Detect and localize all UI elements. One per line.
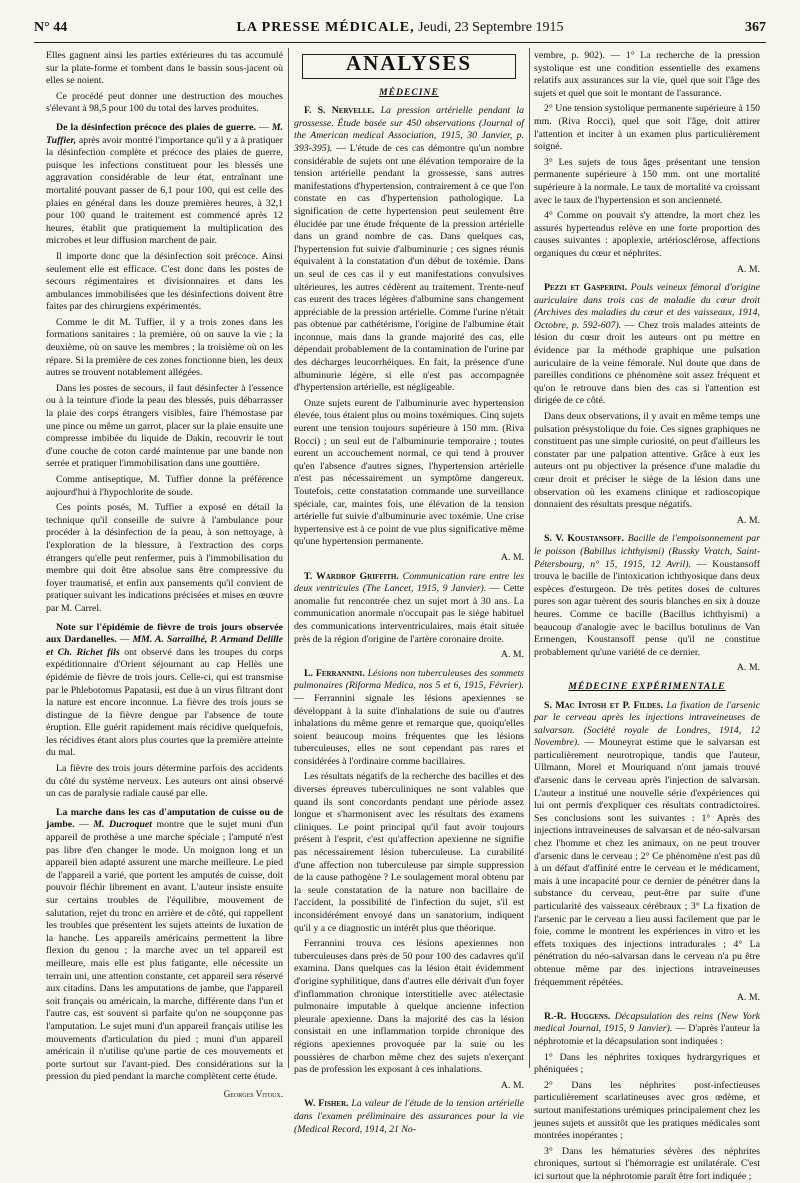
header-rule	[34, 42, 766, 43]
review-author: Pezzi et Gasperini.	[544, 282, 628, 294]
review-reference: (New York medical Journal, 1915, 9 Janvier).	[534, 1010, 760, 1035]
article-text: ont observé dans les troupes du corps expéditionnaire d'Orient séjournant au cap Hellès une épidémie de fièvre de trois jours. Celle-ci, qui est transmise par le Phlebotomus Papatasii, est due à un virus filtrant dont la nature est encore inconnue. La fièvre des trois jours se distingue de la fièvre dengue par l'absence de toute éruption. Elle guérit rapidement mais récidive quelquefois, les récidives étant alors plus courtes que la première atteinte du mal.	[46, 646, 283, 759]
section-heading: MÉDECINE	[379, 86, 439, 98]
article-author: M. Ducroquet	[93, 819, 152, 831]
review-author: T. Wardrop Griffith.	[304, 570, 399, 582]
column-middle	[294, 50, 525, 1135]
review-nervelle: F. S. Nervelle. La pression artérielle pendant la grossesse. Étude basée sur 450 observations (Journal of the American medical Association, 1915, 30 Janvier, p. 393-395). — L'étude de ces cas démontre qu'un nombre considérable de sujets ont une élévation temporaire de la tension artérielle pendant la grossesse, sans autres manifestations d'hypertension, contrairement à ce que l'on constate en cas d'hypertension pathologique. La signification de cette hypertension peut seulement être élucidée par une étude fréquente de la pression artérielle dans un grand nombre de cas. Dans quelques cas, l'hypertension fut suivie d'albuminurie ; ces signes réunis équivalent à la constatation d'un début de toxémie. Dans un seul de ces cas il y eut manifestations convulsives ultérieures, les autres cédèrent au traitement. Trente-neuf cas eurent des traces légères d'albumine sans changement appréciable de la pression artérielle. Comme l'urine n'était pas obtenue par cathétérisme, l'origine de l'albumine était inconnue, mais dans la grande majorité des cas, elle dépendait probablement de la contamination de l'urine par des décharges leucorrhéiques. En fait, la présence d'une albuminurie légère, si elle n'est pas accompagnée d'hypertension artérielle, est négligeable.	[294, 105, 524, 394]
column-left	[46, 50, 284, 1099]
review-reference: (Russky Vratch, Saint-Pétersbourg, n° 15, 1915, 12 Avril).	[534, 545, 761, 570]
article-author: M. Tuffier,	[46, 121, 284, 146]
review-author: W. Fisher.	[304, 1098, 349, 1110]
paragraph: 4° Comme on pouvait s'y attendre, la mort chez les assurés hypertendus relève en une forte proportion des causes suivantes : apoplexie, artériosclérose, affections organiques du cœur et néphrites.	[534, 210, 760, 259]
column-right	[534, 50, 761, 1182]
review-title: Décapsulation des reins	[614, 1010, 713, 1022]
review-text: Koustansoff trouva le bacille de l'intoxication ichthyosique dans deux espèces d'esturgeon. De très petites doses de cultures pures son agar tuèrent des souris blanches en six à douze heures. Comme ce bacille (Bacillus ichthyismi) a beaucoup d'analogie avec le bacillus botulinus de Van Ermengen, Koustansoff pense qu'il ne constitue probablement qu'une variété de ce dernier.	[534, 558, 760, 658]
review-title: La valeur de l'étude de la tension artérielle dans l'examen préliminaire des assurances pour la vie	[294, 1098, 524, 1122]
paragraph: Comme antiseptique, M. Tuffier donne la préférence aujourd'hui à l'hypochlorite de soude.	[46, 474, 283, 498]
paragraph: Onze sujets eurent de l'albuminurie avec hypertension élevée, tous étaient plus ou moins toxémiques. Cinq sujets eurent une tension toujours supérieure à 150 mm. (Riva Rocci) ; un seul eut de l'albuminurie temporaire ; toutes eurent un accouchement normal, ce qui tend à prouver qu'en l'absence d'autres signes, l'hypertension artérielle n'est pas nécessairement un symptôme dangereux. Toutefois, cette constatation commande une surveillance spéciale, car, maintes fois, une élévation de la tension artérielle fut suivie d'albuminurie avec toxémie. Une crise hypertensive est à ce point de vue plus significative même qu'une hypertension permanente.	[294, 397, 524, 548]
article-tuffier: De la désinfection précoce des plaies de guerre. — M. Tuffier, après avoir montré l'importance qu'il y a à pratiquer la désinfection complète et précoce des plaies de guerre, puisque les infections constituent pour les blessés une aggravation considérable de leur état, entraînant une mortalité pouvant passer de 6,1 pour 100, qui est celle des plaies en général dans les douze premières heures, à 32,1 pour 100 quand le traitement est commencé après 12 heures, établit que pratiquement la multiplication des microbes et leur diffusion marchent de pair.	[46, 121, 284, 247]
review-signature: A. M.	[500, 1079, 524, 1091]
journal-title: LA PRESSE MÉDICALE,	[236, 20, 415, 35]
paragraph: Dans les postes de secours, il faut désinfecter à l'essence ou à la teinture d'iode la peau des blessés, puis débarrasser la plaie des corps étrangers visibles, faire l'hémostase par une pince ou même un garrot, placer sur la plaie ensuite une compresse imbibée du liquide de Dakin, recouvrir le tout d'une couche de coton cardé maintenue par une bande non serrée et pratiquer l'immobilisation dans une gouttière.	[46, 382, 283, 470]
review-title: Pouls veineux fémoral d'origine auriculaire dans trois cas de maladie du cœur droit	[534, 282, 760, 306]
review-reference: (Archives des maladies du cœur et des vaisseaux, 1914, Octobre, p. 592-607).	[534, 307, 760, 331]
review-text: Mouneyrat estime que le salvarsan est particulièrement neurotropique, tandis que l'auteur, Ullmann, Morel et Mouriquand n'ont jamais trouvé d'arsenic dans le cerveau après l'injection de salvarsan. L'auteur a institué une nouvelle série d'expériences qui lui ont permis d'expliquer ces résultats contradictoires. Ses conclusions sont les suivantes : 1° Après des injections intraveineuses de salvarsan et de néo-salvarsan chez l'homme et chez les animaux, on ne peut trouver d'arsenic dans le cerveau ; 2° Ce phénomène n'est pas dû à un défaut d'affinité entre le cerveau et le médicament, mais à une incapacité pour ce dernier de pénétrer dans la substance du cerveau, peut-être par suite d'une particularité des vaisseaux cérébraux ; 3° La fixation de l'arsenic par le cerveau a lieu aussi facilement que par le foie, comme le montrent les expériences in vitro et les effets toxiques des injections intradurales ; 4° La pénétration du néo-salvarsan dans le cerveau n'a pu être obtenue même par des injections intraveineuses fréquemment répétées.	[534, 737, 760, 988]
review-reference: (The Lancet, 1915, 9 Janvier).	[362, 583, 487, 595]
article-text: montre que le sujet muni d'un appareil de prothèse a une marche spéciale ; l'amputé n'est pas libre d'en changer le mode. Un moignon long et un appareil bien adapté assurent une marche meilleure. Le pied de l'appareil a varié, que portent les amputés de cuisse, doit pouvoir fléchir librement en avant. L'auteur insiste ensuite sur certains troubles de l'équilibre, mouvement de salutation, rejet du tronc en arrière et de côté, qui rappellent les troubles que présentent les sujets atteints de luxation de la hanche. Les appareils américains permettent la libre flexion du genou ; la marche avec un tel appareil est meilleure, mais elle est plus fatigante, elle nécessite un terrain uni, une attention constante, cet appareil sera réservé aux citadins. Dans les amputations de jambe, que l'appareil soit français ou américain, la marche, différente dans l'un et l'autre cas, est souvent si parfaite qu'on ne soupçonne pas l'amputation. Le sujet muni d'un appareil français utilise les mouvements d'articulation du pied ; muni d'un appareil américain il n'utilise qu'une partie de ces mouvements et porte surtout sur l'avant-pied. Des considérations sur la pression du pied pendant la marche complètent cette étude.	[46, 819, 283, 1083]
column-divider-2	[529, 48, 530, 1068]
column-divider-1	[288, 48, 289, 1068]
page-header	[34, 20, 766, 42]
review-ferrannini: L. Ferrannini. Lésions non tuberculeuses des sommets pulmonaires (Riforma Medica, nos 5 et 6, 1915, Février). — Ferrannini signale les lésions apexiennes se développant à la suite d'inhalations de suie ou d'autres inhalations du même genre et remarque que, quoiqu'elles soient beaucoup moins fréquentes que les lésions tuberculeuses, elles ne sont cependant pas rares et considérées à l'ordinaire comme bacillaires.	[294, 667, 524, 767]
review-author: R.-R. Huggens.	[544, 1010, 611, 1022]
review-macintosh: S. Mac Intosh et P. Fildes. La fixation de l'arsenic par le cerveau après les injections intraveineuses de salvarsan. (Société royale de Londres, 1914, 12 Novembre). — Mouneyrat estime que le salvarsan est particulièrement neurotropique, tandis que l'auteur, Ullmann, Morel et Mouriquand n'ont jamais trouvé d'arsenic dans le cerveau après l'injection de salvarsan. L'auteur a institué une nouvelle série d'expériences qui lui ont permis d'expliquer ces résultats contradictoires. Ses conclusions sont les suivantes : 1° Après des injections intraveineuses de salvarsan et de néo-salvarsan chez l'homme et chez les animaux, on ne peut trouver d'arsenic dans le cerveau ; 2° Ce phénomène n'est pas dû à un défaut d'affinité entre le cerveau et le médicament, mais à une incapacité pour ce dernier de pénétrer dans la substance du cerveau, peut-être par suite d'une particularité des vaisseaux cérébraux ; 3° La fixation de l'arsenic par le cerveau a lieu aussi facilement que par le foie, comme le montrent les expériences in vitro et les effets toxiques des injections intradurales ; 4° La pénétration du néo-salvarsan dans le cerveau n'a pu être obtenue même par des injections intraveineuses fréquemment répétées.	[534, 699, 761, 988]
article-title: Note sur l'épidémie de fièvre de trois jours observée aux Dardanelles.	[46, 621, 283, 646]
review-signature: A. M.	[500, 649, 524, 661]
review-griffith: T. Wardrop Griffith. Communication rare entre les deux ventricules (The Lancet, 1915, 9 Janvier). — Cette anomalie fut rencontrée chez un sujet mort à 30 ans. La communication anormale n'occupait pas le siège habituel des communications interventriculaires, mais était située près de la région d'origine de l'artère coronaire droite.	[294, 570, 525, 645]
review-title: Bacille de l'empoisonnement par le poisson (Babillus ichthyismi)	[534, 533, 761, 557]
review-text: L'étude de ces cas démontre qu'un nombre considérable de sujets ont une élévation temporaire de la tension artérielle pendant la grossesse, sans autres manifestations d'hypertension, contrairement à ce que l'on constate en cas d'hypertension pathologique. La signification de cette hypertension peut seulement être élucidée par une étude fréquente de la pression artérielle dans un grand nombre de cas. Dans quelques cas, l'hypertension fut suivie d'albuminurie ; ces signes réunis équivalent à la constatation d'un début de toxémie. Dans un seul de ces cas il y eut manifestations convulsives ultérieures, les autres cédèrent au traitement. Trente-neuf cas eurent des traces légères d'albumine sans changement appréciable de la pression artérielle. Comme l'urine n'était pas obtenue par cathétérisme, l'origine de l'albumine était inconnue, mais dans la grande majorité des cas, elle dépendait probablement de la contamination de l'urine par des décharges leucorrhéiques. En fait, la présence d'une albuminurie légère, si elle n'est pas accompagnée d'hypertension artérielle, est négligeable.	[294, 142, 524, 394]
review-signature: A. M.	[736, 992, 760, 1004]
review-huggens: R.-R. Huggens. Décapsulation des reins (New York medical Journal, 1915, 9 Janvier). — D'après l'auteur la néphrotomie et la décapsulation sont indiquées :	[534, 1010, 760, 1047]
review-author: S. V. Koustansoff.	[544, 533, 624, 545]
issue-date: Jeudi, 23 Septembre 1915	[418, 20, 564, 35]
review-text: Ferrannini signale les lésions apexiennes se développant à la suite d'inhalations de suie ou d'autres inhalations du même genre et remarque que, quoiqu'elles soient beaucoup moins fréquentes que les lésions tuberculeuses, elles ne sont cependant pas rares et considérées à l'ordinaire comme bacillaires.	[294, 692, 524, 767]
signature: Georges Vitoux.	[223, 1088, 283, 1099]
review-author: F. S. Nervelle.	[304, 105, 375, 117]
section-heading: MÉDECINE EXPÉRIMENTALE	[568, 680, 726, 692]
review-title: Communication rare entre les deux ventricules	[294, 570, 525, 595]
review-reference: (Medical Record, 1914, 21 No-	[294, 1123, 417, 1135]
article-fievre: Note sur l'épidémie de fièvre de trois jours observée aux Dardanelles. — MM. A. Sarrailhé, P. Armand Delille et Ch. Richet fils ont observé dans les troupes du corps expéditionnaire d'Orient séjournant au cap Hellès une épidémie de fièvre de trois jours. Celle-ci, qui est transmise par le Phlebotomus Papatasii, est due à un virus filtrant dont la nature est encore inconnue. La fièvre des trois jours se distingue de la fièvre dengue par l'absence de toute éruption. Elle guérit rapidement mais récidive quelquefois, les récidives étant alors plus courtes que la première atteinte du mal.	[46, 621, 283, 759]
review-signature: A. M.	[736, 263, 760, 275]
page-number: 367	[745, 20, 766, 35]
review-author: L. Ferrannini.	[304, 667, 365, 679]
paragraph: Elles gagnent ainsi les parties extérieures du tas accumulé sur la plate-forme et tombent dans le bassin sous-jacent où elles se noient.	[46, 50, 283, 87]
issue-number: N° 44	[34, 20, 68, 35]
review-text: Cette anomalie fut rencontrée chez un sujet mort à 30 ans. La communication anormale n'occupait pas le siège habituel des communications interventriculaires, mais était située près de la région d'origine de l'artère coronaire droite.	[294, 583, 524, 645]
paragraph: La fièvre des trois jours détermine parfois des accidents du côté du système nerveux. Les auteurs ont ainsi observé un cas de paralysie radiale causé par elle.	[46, 763, 283, 800]
paragraph: Il importe donc que la désinfection soit précoce. Ainsi seulement elle est efficace. C'est donc dans les postes de secours régimentaires et divisionnaires et dans les ambulances immobilisées que les désinfections doivent être faites par des chirurgiens expérimentés.	[46, 250, 283, 313]
review-text: D'après l'auteur la néphrotomie et la décapsulation sont indiquées :	[534, 1023, 760, 1047]
paragraph: 3° Les sujets de tous âges présentant une tension permanente supérieure à 150 mm. ont une mortalité supérieure à la normale. Le taux de mortalité va croissant avec le taux de l'hypertension et son ancienneté.	[534, 156, 760, 206]
review-signature: A. M.	[736, 514, 760, 526]
banner-title: ANALYSES	[345, 51, 473, 75]
review-title: La pression artérielle pendant la grossesse. Étude basée sur 450 observations	[294, 105, 524, 129]
paragraph: 2° Dans les néphrites post-infectieuses particulièrement scarlatineuses avec gros œdème, et surtout manifestations urémiques principalement chez les jeunes sujets et aussitôt que les pratiques médicales sont montrées inopérantes ;	[534, 1079, 760, 1142]
article-title: De la désinfection précoce des plaies de guerre.	[56, 121, 256, 133]
article-title: La marche dans les cas d'amputation de cuisse ou de jambe.	[46, 806, 283, 831]
review-title: Lésions non tuberculeuses des sommets pulmonaires	[294, 667, 524, 692]
review-author: S. Mac Intosh et P. Fildes.	[544, 699, 664, 711]
paragraph: 2° Une tension systolique permanente supérieure à 150 mm. (Riva Rocci), quel que soit l'âge, doit attirer l'attention et inciter à un examen plus particulièrement soigné.	[534, 103, 760, 153]
paragraph: Comme le dit M. Tuffier, il y a trois zones dans les formations sanitaires : la première, où on sauve la vie ; la deuxième, où on sauve les membres ; la troisième où on les répare. Si la première de ces zones fonctionne bien, les deux autres se trouvent notablement allégées.	[46, 316, 283, 379]
review-signature: A. M.	[736, 662, 760, 674]
article-authors: MM. A. Sarrailhé, P. Armand Delille et Ch. Richet fils	[46, 634, 283, 658]
analyses-banner	[302, 51, 516, 79]
review-reference: (Société royale de Londres, 1914, 12 Novembre).	[534, 724, 761, 749]
review-signature: A. M.	[500, 551, 524, 563]
review-koustansoff: S. V. Koustansoff. Bacille de l'empoisonnement par le poisson (Babillus ichthyismi) (Russky Vratch, Saint-Pétersbourg, n° 15, 1915, 12 Avril). — Koustansoff trouva le bacille de l'intoxication ichthyosique dans deux espèces d'esturgeon. De très petites doses de cultures pures son agar tuèrent des souris blanches en six à douze heures. Comme ce bacille (Bacillus ichthyismi) a beaucoup d'analogie avec le bacillus botulinus de Van Ermengen, Koustansoff pense qu'il ne constitue probablement qu'une variété de ce dernier.	[534, 533, 761, 658]
review-reference: (Journal of the American medical Association, 1915, 30 Janvier, p. 393-395).	[294, 117, 524, 154]
paragraph: Les résultats négatifs de la recherche des bacilles et des diverses épreuves tuberculiniques ne sont valables que quand ils sont concordants pendant une période assez longue et s'harmonisent avec les résultats des examens cliniques. Le point principal qu'il faut avoir toujours présent à l'esprit, c'est qu'affection apexienne ne signifie pas nécessairement lésion tuberculeuse. La curabilité d'une affection non tuberculeuse par simple suppression de la cause pathogène ? Le soulagement moral obtenu par la seule constatation de la nature non bacillaire de l'accident, la possibilité de l'infection du sujet, s'il est inconsidérément envoyé dans un sanatorium, indiquent qu'il y a ce diagnostic un intérêt plus que théorique.	[294, 771, 524, 934]
paragraph: Dans deux observations, il y avait en même temps une pulsation présystolique du foie. Ces signes graphiques ne constituent pas une simple curiosité, on peut d'ailleurs les constater par une palpation attentive. Grâce à eux les auteurs ont pu objectiver la présence d'une maladie du cœur droit et préciser le siège de la lésion dans une observation où les examens clinique et radioscopique donnaient des résultats presque négatifs.	[534, 411, 760, 511]
paragraph: 3° Dans les hématuries sévères des néphrites chroniques, surtout si l'hémorragie est unilatérale. C'est ici surtout que la néphrotomie paraît être fort indiquée ;	[534, 1145, 760, 1182]
review-fisher	[294, 1098, 524, 1136]
review-title: La fixation de l'arsenic par le cerveau après les injections intraveineuses de salvarsan.	[534, 699, 760, 736]
paragraph: Ferrannini trouva ces lésions apexiennes non tuberculeuses dans près de 50 pour 100 des cadavres qu'il examina. Dans quelques cas la lésion était évidemment d'origine syphilitique, dans d'autres elle dérivait d'un foyer d'inflammation chronique interstitielle avec atélectasie pulmonaire imputable à quelque ancienne infection pleurale apexienne. Dans la majorité des cas la lésion consistait en une inflammation torpide chronique des régions apexiennes provoquée par la suie ou les poussières de charbon même chez des sujets n'exerçant pas de profession les exposant à ces inhalations.	[294, 938, 524, 1076]
paragraph: 1° Dans les néphrites toxiques hydrargyriques et phéniquées ;	[534, 1051, 760, 1076]
article-amputation: La marche dans les cas d'amputation de cuisse ou de jambe. — M. Ducroquet montre que le sujet muni d'un appareil de prothèse a une marche spéciale ; l'amputé n'est pas libre d'en changer le mode. Un moignon long et un appareil bien adapté assurent une marche meilleure. Le pied de l'appareil a varié, que portent les amputés de cuisse, doit pouvoir fléchir librement en avant. L'auteur insiste ensuite sur certains troubles de l'équilibre, mouvement de salutation, rejet du tronc en arrière et de côté, qui rappellent les troubles que présentent les sujets atteints de luxation de la hanche. Les appareils américains permettent la libre flexion du genou ; la marche avec un tel appareil est meilleure, mais elle est plus fatigante, elle nécessite un terrain uni, une attention constante, cet appareil sera réservé aux citadins. Dans les amputations de jambe, que l'appareil soit français ou américain, la marche, différente dans l'un et l'autre cas, est souvent si parfaite qu'on ne soupçonne pas l'amputation. Le sujet muni d'un appareil français utilise les mouvements d'articulation du pied ; muni d'un appareil américain il n'utilise qu'une partie de ces mouvements et porte surtout sur l'avant-pied. Des considérations sur la pression du pied pendant la marche complètent cette étude.	[46, 806, 283, 1083]
review-text: Chez trois malades atteints de lésion du cœur droit les auteurs ont pu mettre en évidence par la méthode graphique une pulsation auriculaire de la veine fémorale. Nul doute que dans de pareilles conditions ce phénomène soit assez fréquent et qu'on le retrouve dans bien des cas si l'attention est dirigée de ce côté.	[534, 319, 760, 407]
paragraph: vembre, p. 902). — 1° La recherche de la pression systolique est une condition essentielle des examens relatifs aux assurances sur la vie, quel que soit l'âge des sujets et quel que soit le montant de l'assurance.	[534, 50, 760, 99]
masthead	[34, 20, 766, 36]
article-text: après avoir montré l'importance qu'il y a à pratiquer la désinfection complète et précoce des plaies de guerre, puisque les infections constituent pour les blessés une aggravation considérable de leur état, entraînant une mortalité pouvant passer de 6,1 pour 100, qui est celle des plaies en général dans les douze premières heures, à 32,1 pour 100 quand le traitement est commencé après 12 heures, établit que pratiquement la multiplication des microbes et leur diffusion marchent de pair.	[46, 134, 283, 247]
review-reference: (Riforma Medica, nos 5 et 6, 1915, Février).	[345, 680, 524, 692]
review-pezzi: Pezzi et Gasperini. Pouls veineux fémoral d'origine auriculaire dans trois cas de maladie du cœur droit (Archives des maladies du cœur et des vaisseaux, 1914, Octobre, p. 592-607). — Chez trois malades atteints de lésion du cœur droit les auteurs ont pu mettre en évidence par la méthode graphique une pulsation auriculaire de la veine fémorale. Nul doute que dans de pareilles conditions ce phénomène soit assez fréquent et qu'on le retrouve dans bien des cas si l'attention est dirigée de ce côté.	[534, 282, 760, 407]
paragraph: Ce procédé peut donner une destruction des mouches s'élevant à 98,5 pour 100 du total des larves produites.	[46, 90, 283, 115]
paragraph: Ces points posés, M. Tuffier a exposé en détail la technique qu'il conseille de suivre à l'ambulance pour procéder à la désinfection de la peau, à son nettoyage, à l'exploration de la blessure, à l'extraction des corps étrangers qu'elle peut renfermer, puis à l'immobilisation du membre qui doit être absolue sans être compressive du foyer traumatisé, et enfin aux pansements qu'il convient de pratiquer suivant les indications précisées et mises en œuvre par M. Carrel.	[46, 502, 283, 614]
